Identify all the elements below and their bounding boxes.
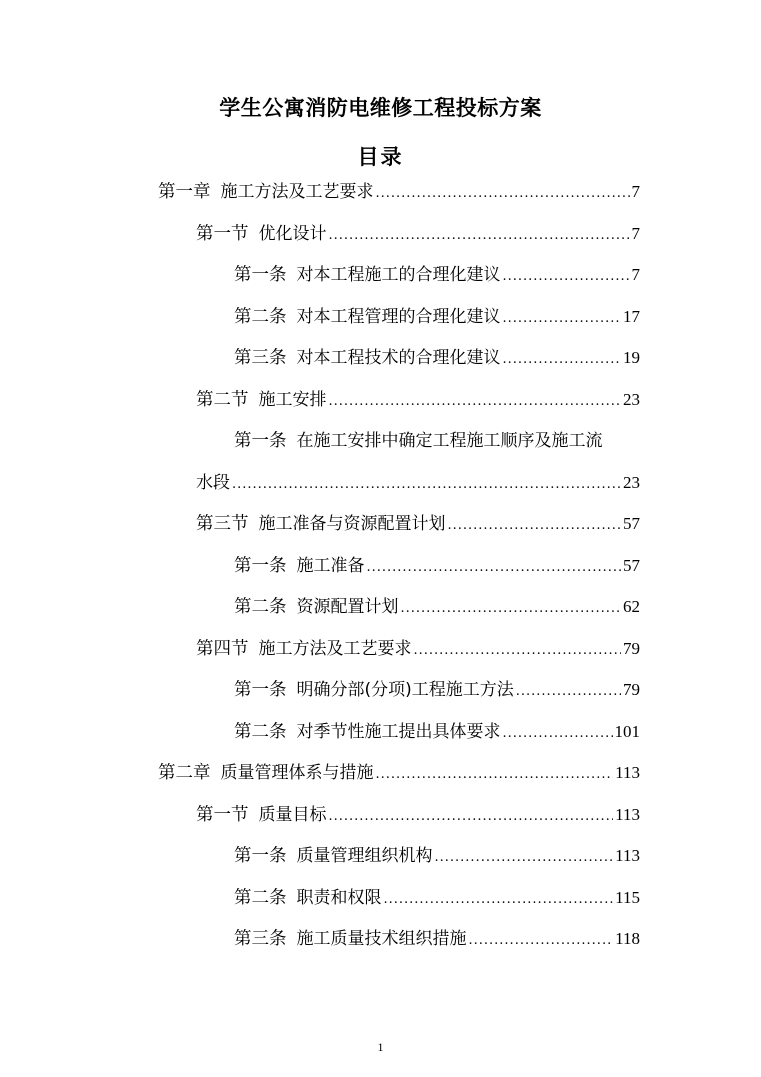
toc-entry-article[interactable]	[234, 717, 640, 747]
toc-label: 第一节	[196, 224, 249, 244]
toc-text: 施工质量技术组织措施	[296, 929, 467, 949]
toc-label: 第二条	[234, 888, 287, 908]
toc-page-number: 118	[615, 929, 640, 948]
toc-page-number: 7	[631, 182, 640, 201]
toc-text: 优化设计	[258, 224, 327, 244]
toc-leader	[503, 719, 613, 749]
toc-label: 第一条	[234, 265, 287, 285]
toc-text: 明确分部(分项)工程施工方法	[296, 680, 514, 700]
toc-leader	[376, 179, 630, 209]
toc-entry-section[interactable]	[196, 385, 640, 415]
toc-leader	[435, 843, 614, 873]
document-title: 学生公寓消防电维修工程投标方案	[219, 96, 542, 120]
toc-leader	[503, 262, 630, 292]
toc-text: 资源配置计划	[296, 597, 399, 617]
toc-page-number: 113	[615, 846, 640, 865]
toc-leader	[329, 802, 614, 832]
toc-entry-section[interactable]	[196, 509, 640, 539]
toc-entry-article[interactable]	[234, 675, 640, 705]
toc-page-number: 57	[623, 556, 640, 575]
toc-label: 第二条	[234, 722, 287, 742]
toc-entry-article[interactable]	[234, 924, 640, 954]
toc-page-number: 17	[623, 307, 640, 326]
toc-entry-section[interactable]	[196, 800, 640, 830]
toc-page-number: 7	[631, 224, 640, 243]
toc-page-number: 79	[623, 680, 640, 699]
toc-page-number: 113	[615, 805, 640, 824]
toc-entry-article[interactable]	[234, 302, 640, 332]
toc-leader	[376, 760, 614, 790]
toc-entry-article[interactable]	[234, 343, 640, 373]
toc-entry-chapter[interactable]	[158, 177, 640, 207]
toc-leader	[503, 345, 622, 375]
toc-heading: 目录	[357, 145, 404, 169]
toc-text: 对本工程技术的合理化建议	[296, 348, 501, 368]
toc-entry-continuation[interactable]	[196, 468, 640, 498]
toc-leader	[232, 470, 621, 500]
toc-page-number: 115	[615, 888, 640, 907]
toc-page-number: 7	[631, 265, 640, 284]
toc-entry-article[interactable]	[234, 260, 640, 290]
toc-text: 质量目标	[258, 805, 327, 825]
toc-label: 第二条	[234, 597, 287, 617]
toc-entry-article[interactable]	[234, 551, 640, 581]
toc-page-number: 23	[623, 473, 640, 492]
toc-leader	[329, 221, 630, 251]
toc-entry-section[interactable]	[196, 634, 640, 664]
toc-leader	[401, 594, 622, 624]
toc-page-number: 101	[614, 722, 640, 741]
toc-text: 对本工程施工的合理化建议	[296, 265, 501, 285]
toc-label: 第三条	[234, 929, 287, 949]
toc-text: 对季节性施工提出具体要求	[296, 722, 501, 742]
toc-text: 施工准备与资源配置计划	[258, 514, 446, 534]
toc-text: 对本工程管理的合理化建议	[296, 307, 501, 327]
toc-entry-article[interactable]	[234, 592, 640, 622]
toc-text: 施工准备	[296, 556, 365, 576]
toc-leader	[367, 553, 622, 583]
toc-label: 第一节	[196, 805, 249, 825]
toc-text: 质量管理组织机构	[296, 846, 433, 866]
toc-label: 第四节	[196, 639, 249, 659]
toc-leader	[414, 636, 622, 666]
toc-label: 第三节	[196, 514, 249, 534]
toc-text: 水段	[196, 473, 230, 493]
toc-leader	[516, 677, 621, 707]
toc-entry-chapter[interactable]	[158, 758, 640, 788]
toc-page-number: 113	[615, 763, 640, 782]
toc-label: 第一条	[234, 556, 287, 576]
toc-label: 第二章	[158, 763, 211, 783]
toc-text: 施工安排	[258, 390, 327, 410]
toc-entry-article-wrapped[interactable]	[234, 426, 640, 456]
toc-label: 第一条	[234, 431, 287, 451]
toc-text: 质量管理体系与措施	[220, 763, 374, 783]
toc-leader	[503, 304, 622, 334]
page-number: 1	[377, 1040, 384, 1054]
toc-text: 施工方法及工艺要求	[220, 182, 374, 202]
toc-text: 施工方法及工艺要求	[258, 639, 412, 659]
toc-page-number: 19	[623, 348, 640, 367]
toc-text: 职责和权限	[296, 888, 382, 908]
toc-entry-article[interactable]	[234, 883, 640, 913]
toc-leader	[469, 926, 614, 956]
toc-page-number: 79	[623, 639, 640, 658]
toc-label: 第二条	[234, 307, 287, 327]
toc-entry-section[interactable]	[196, 219, 640, 249]
toc-page-number: 23	[623, 390, 640, 409]
toc-text: 在施工安排中确定工程施工顺序及施工流	[296, 431, 603, 451]
toc-entry-article[interactable]	[234, 841, 640, 871]
toc-label: 第一章	[158, 182, 211, 202]
toc-label: 第一条	[234, 680, 287, 700]
toc-leader	[329, 387, 622, 417]
toc-page-number: 62	[623, 597, 640, 616]
toc-page-number: 57	[623, 514, 640, 533]
toc-label: 第三条	[234, 348, 287, 368]
toc-label: 第二节	[196, 390, 249, 410]
toc-leader	[384, 885, 614, 915]
toc-label: 第一条	[234, 846, 287, 866]
toc-leader	[448, 511, 622, 541]
